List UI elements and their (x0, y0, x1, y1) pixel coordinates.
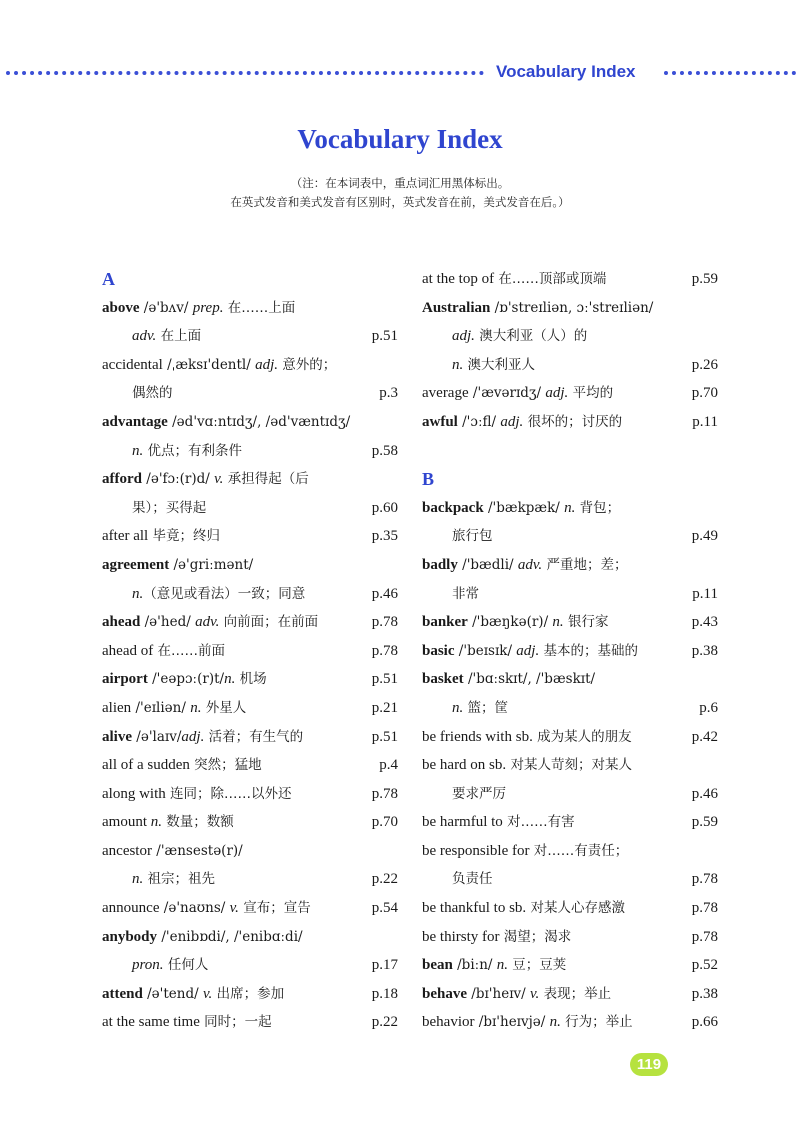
entry-text (102, 894, 311, 923)
page-ref: p.18 (371, 985, 398, 1002)
spacer-row (422, 437, 718, 466)
part-of-speech: pron. (132, 957, 164, 974)
index-entry (102, 723, 398, 752)
headword: Australian (422, 299, 491, 316)
phonetic: /ə'bʌv/ (139, 299, 193, 316)
index-entry (422, 1008, 718, 1037)
phonetic: /ɒ'streɪliən, ɔː'streɪliən/ (490, 299, 654, 316)
entry-text (102, 351, 336, 380)
definition: 宣布；宣告 (238, 900, 311, 917)
headword: basic (422, 642, 455, 659)
entry-text (422, 608, 608, 637)
headword: above (102, 299, 140, 316)
phonetic: /ˌæksɪ'dentl/ (162, 356, 256, 373)
definition: 毕竟；终归 (148, 528, 221, 545)
part-of-speech: adj. (545, 385, 569, 402)
part-of-speech: n. (452, 699, 464, 716)
entry-text (132, 951, 208, 980)
phonetic: /biːn/ (452, 957, 497, 974)
index-entry (102, 665, 398, 694)
page-ref: p.78 (371, 785, 398, 802)
headword: ahead (102, 614, 141, 631)
index-entry (422, 294, 718, 323)
headword: average (422, 385, 469, 402)
entry-text (132, 379, 173, 408)
phonetic: /ə'griːmənt/ (169, 556, 254, 573)
dotted-rule-left (6, 71, 484, 75)
phonetic: /'bækpæk/ (483, 499, 565, 516)
index-entry (422, 265, 718, 294)
headword: backpack (422, 499, 484, 516)
definition: 对某人苛刻；对某人 (506, 757, 632, 774)
headword: advantage (102, 413, 168, 430)
part-of-speech: n. (452, 356, 464, 373)
entry-text (422, 408, 622, 437)
headword: behavior (422, 1014, 475, 1031)
page-ref: p.22 (371, 871, 398, 888)
index-entry (102, 780, 398, 809)
entry-text (132, 437, 242, 466)
entry-text (102, 980, 284, 1009)
index-entry (422, 980, 718, 1009)
entry-text (452, 322, 587, 351)
definition: 机场 (235, 671, 267, 688)
part-of-speech: adj. (516, 642, 540, 659)
headword: banker (422, 614, 468, 631)
entry-text (102, 837, 243, 866)
entry-text (102, 408, 350, 437)
headword: basket (422, 671, 464, 688)
definition: 果）；买得起 (132, 499, 207, 516)
definition: 任何人 (163, 957, 209, 974)
entry-text (132, 322, 201, 351)
phonetic: /'beɪsɪk/ (454, 642, 517, 659)
definition: 表现；举止 (539, 985, 612, 1002)
index-entry (102, 408, 398, 437)
entry-continuation (422, 580, 718, 609)
index-entry (102, 694, 398, 723)
page-ref: p.70 (371, 814, 398, 831)
definition: 旅行包 (452, 528, 493, 545)
part-of-speech: v. (529, 985, 540, 1002)
index-entry (102, 351, 398, 380)
headword: announce (102, 900, 160, 917)
definition: 数量；数额 (162, 814, 234, 831)
part-of-speech: n. (549, 1014, 561, 1031)
page-ref: p.46 (371, 585, 398, 602)
headword: attend (102, 985, 143, 1002)
index-entry (102, 1008, 398, 1037)
entry-text (422, 265, 606, 294)
definition: 非常 (452, 585, 479, 602)
headword: at the same time (102, 1014, 200, 1031)
definition: 对……有责任； (529, 842, 629, 859)
entry-text (102, 723, 303, 752)
entry-text (452, 522, 493, 551)
page-ref: p.21 (371, 699, 398, 716)
phonetic: /'eəpɔː(r)t/ (147, 671, 225, 688)
page-ref: p.38 (691, 642, 718, 659)
page-ref: p.3 (379, 385, 398, 402)
headword: badly (422, 556, 458, 573)
index-entry (102, 608, 398, 637)
entry-text (102, 608, 318, 637)
index-entry (422, 751, 718, 780)
page-title: Vocabulary Index (297, 124, 503, 154)
definition: 在……前面 (153, 642, 226, 659)
index-entry (102, 637, 398, 666)
definition: 承担得起（后 (223, 471, 309, 488)
phonetic: /'eɪliən/ (131, 699, 191, 716)
entry-text (132, 865, 215, 894)
entry-continuation (422, 351, 718, 380)
index-entry (422, 923, 718, 952)
part-of-speech: n. (552, 614, 564, 631)
definition: 出席；参加 (212, 985, 285, 1002)
part-of-speech: adj. (452, 328, 475, 345)
definition: 豆；豆荚 (507, 957, 567, 974)
entry-text (102, 637, 225, 666)
phonetic: /ə'naʊns/ (159, 900, 230, 917)
page-ref: p.78 (691, 900, 718, 917)
page-ref: p.17 (371, 957, 398, 974)
headword: bean (422, 957, 453, 974)
headword: amount (102, 814, 147, 831)
index-entry (422, 379, 718, 408)
section-letter: A (102, 269, 115, 289)
index-entry (422, 665, 718, 694)
part-of-speech: n. (190, 699, 202, 716)
phonetic: /'bædli/ (457, 556, 518, 573)
phonetic: /'ævərɪdʒ/ (468, 385, 546, 402)
index-entry (102, 923, 398, 952)
index-entry (102, 465, 398, 494)
page-ref: p.43 (691, 614, 718, 631)
entry-text (102, 751, 262, 780)
phonetic: /'bɑːskɪt/, /'bæskɪt/ (463, 671, 596, 688)
index-note-line-1: （注：在本词表中，重点词汇用黑体标出。 (290, 176, 510, 190)
index-entry (422, 837, 718, 866)
index-entry (102, 894, 398, 923)
phonetic: /ə'laɪv/ (132, 728, 182, 745)
entry-text (102, 808, 234, 837)
page-ref: p.11 (692, 413, 718, 430)
page-ref: p.51 (371, 671, 398, 688)
definition: 渴望；渴求 (499, 928, 572, 945)
entry-text (102, 923, 303, 952)
definition: 向前面；在前面 (219, 614, 319, 631)
definition: 对……有害 (502, 814, 575, 831)
phonetic: /'ænsestə(r)/ (151, 842, 243, 859)
page-ref: p.11 (692, 585, 718, 602)
definition: 平均的 (568, 385, 614, 402)
definition: 澳大利亚（人）的 (474, 328, 588, 345)
page-number-badge: 119 (630, 1053, 668, 1076)
page-ref: p.35 (371, 528, 398, 545)
entry-text (102, 522, 220, 551)
headword: afford (102, 471, 142, 488)
page-ref: p.26 (691, 356, 718, 373)
section-letter: B (422, 469, 435, 490)
page-ref: p.59 (691, 814, 718, 831)
entry-text (132, 580, 305, 609)
phonetic: /'enibɒdi/, /'enibɑːdi/ (157, 928, 303, 945)
phonetic: /bɪ'heɪv/ (467, 985, 530, 1002)
entry-continuation (422, 322, 718, 351)
entry-text (422, 1008, 633, 1037)
page-ref: p.54 (371, 900, 398, 917)
headword: along with (102, 785, 166, 802)
index-entry (422, 608, 718, 637)
phonetic: /'ɔːfl/ (457, 413, 501, 430)
index-entry (102, 751, 398, 780)
index-entry (102, 837, 398, 866)
index-column-right (422, 265, 718, 1037)
definition: 篮；筐 (463, 699, 509, 716)
index-note-line-2: 在英式发音和美式发音有区别时，英式发音在前，美式发音在后。） (230, 195, 570, 209)
definition: 优点；有利条件 (143, 442, 243, 459)
entry-text (102, 1008, 272, 1037)
phonetic: /ə'tend/ (142, 985, 203, 1002)
part-of-speech: adv. (132, 328, 157, 345)
entry-text (102, 551, 253, 580)
entry-continuation (102, 322, 398, 351)
entry-continuation (422, 780, 718, 809)
definition: 意外的； (278, 356, 337, 373)
definition: 活着；有生气的 (204, 728, 304, 745)
entry-text (452, 865, 493, 894)
entry-text (422, 808, 575, 837)
entry-text (452, 780, 506, 809)
part-of-speech: adv. (195, 614, 220, 631)
headword: agreement (102, 556, 170, 573)
part-of-speech: n. (132, 442, 144, 459)
entry-text (422, 637, 638, 666)
page-ref: p.70 (691, 385, 718, 402)
entry-continuation (422, 694, 718, 723)
index-entry (422, 894, 718, 923)
headword: airport (102, 671, 148, 688)
definition: 澳大利亚人 (463, 356, 536, 373)
entry-continuation (102, 865, 398, 894)
part-of-speech: adj. (255, 356, 279, 373)
entry-text (422, 951, 566, 980)
page-ref: p.49 (691, 528, 718, 545)
part-of-speech: n. (564, 499, 576, 516)
entry-continuation (102, 951, 398, 980)
headword: be thankful to sb. (422, 900, 527, 917)
index-entry (422, 723, 718, 752)
part-of-speech: adj. (181, 728, 205, 745)
page-ref: p.38 (691, 985, 718, 1002)
entry-text (102, 780, 292, 809)
index-column-left (102, 265, 398, 1037)
definition: 同时；一起 (199, 1014, 272, 1031)
entry-continuation (102, 437, 398, 466)
phonetic: /bɪ'heɪvjə/ (474, 1014, 550, 1031)
page-ref: p.51 (371, 328, 398, 345)
page-ref: p.4 (379, 757, 398, 774)
headword: ancestor (102, 842, 152, 859)
page-ref: p.46 (691, 785, 718, 802)
definition: 行为；举止 (560, 1014, 633, 1031)
page-ref: p.78 (691, 928, 718, 945)
definition: 偶然的 (132, 385, 173, 402)
index-entry (422, 808, 718, 837)
part-of-speech: adv. (517, 556, 543, 573)
entry-text (422, 751, 632, 780)
part-of-speech: v. (229, 900, 239, 917)
headword: behave (422, 985, 467, 1002)
headword: anybody (102, 928, 158, 945)
page-ref: p.42 (691, 728, 718, 745)
entry-text (452, 580, 479, 609)
dotted-rule-right (664, 71, 796, 75)
part-of-speech: n. (496, 957, 508, 974)
page-ref: p.78 (691, 871, 718, 888)
entry-text (452, 351, 535, 380)
page-ref: p.60 (371, 499, 398, 516)
running-head-title: Vocabulary Index (496, 62, 636, 81)
index-entry (102, 522, 398, 551)
definition: 连同；除……以外还 (165, 785, 292, 802)
entry-text (422, 723, 632, 752)
part-of-speech: adj. (500, 413, 524, 430)
entry-text (102, 465, 309, 494)
definition: 背包； (575, 499, 621, 516)
definition: （意见或看法）一致；同意 (143, 585, 306, 602)
entry-text (452, 694, 508, 723)
part-of-speech: n. (224, 671, 236, 688)
definition: 对某人心存感激 (526, 900, 625, 917)
page-ref: p.66 (691, 1014, 718, 1031)
entry-text (102, 665, 267, 694)
entry-text (422, 379, 613, 408)
running-header (0, 60, 800, 84)
entry-continuation (422, 522, 718, 551)
headword: all of a sudden (102, 757, 190, 774)
entry-text (422, 894, 625, 923)
definition: 严重地；差； (542, 556, 628, 573)
entry-text (422, 837, 628, 866)
entry-continuation (102, 580, 398, 609)
index-entry (102, 294, 398, 323)
definition: 银行家 (563, 614, 609, 631)
definition: 祖宗；祖先 (143, 871, 216, 888)
headword: after all (102, 528, 149, 545)
headword: alien (102, 699, 132, 716)
definition: 要求严厉 (452, 785, 506, 802)
part-of-speech: v. (214, 471, 224, 488)
page-ref: p.58 (371, 442, 398, 459)
definition: 基本的；基础的 (539, 642, 638, 659)
entry-text (422, 923, 571, 952)
definition: 负责任 (452, 871, 493, 888)
phonetic: /ə'hed/ (140, 614, 196, 631)
part-of-speech: n. (147, 814, 162, 831)
entry-text (422, 665, 595, 694)
page-ref: p.22 (371, 1014, 398, 1031)
phonetic: /'bæŋkə(r)/ (467, 614, 553, 631)
entry-text (102, 294, 295, 323)
entry-text (422, 494, 620, 523)
phonetic: /əd'vɑːntɪdʒ/, /əd'væntɪdʒ/ (167, 413, 351, 430)
headword: be hard on sb. (422, 757, 507, 774)
definition: 外星人 (201, 699, 247, 716)
headword: be friends with sb. (422, 728, 533, 745)
index-entry (422, 637, 718, 666)
index-entry (422, 551, 718, 580)
page-ref: p.51 (371, 728, 398, 745)
entry-text (422, 980, 611, 1009)
definition: 在上面 (156, 328, 202, 345)
page-ref: p.78 (371, 642, 398, 659)
headword: at the top of (422, 271, 495, 287)
headword: accidental (102, 356, 163, 373)
page-ref: p.78 (371, 614, 398, 631)
entry-continuation (102, 494, 398, 523)
phonetic: /ə'fɔː(r)d/ (142, 471, 215, 488)
definition: 成为某人的朋友 (532, 728, 632, 745)
index-entry (422, 494, 718, 523)
index-entry (422, 408, 718, 437)
entry-text (422, 294, 653, 323)
headword: be responsible for (422, 842, 530, 859)
page-ref: p.59 (691, 271, 718, 287)
entry-continuation (422, 865, 718, 894)
definition: 很坏的；讨厌的 (523, 413, 623, 430)
index-entry (102, 551, 398, 580)
index-entry (102, 808, 398, 837)
page-ref: p.6 (699, 699, 718, 716)
index-entry (422, 951, 718, 980)
part-of-speech: n. (132, 585, 144, 602)
part-of-speech: v. (202, 985, 213, 1002)
part-of-speech: n. (132, 871, 144, 888)
headword: ahead of (102, 642, 154, 659)
headword: be thirsty for (422, 928, 500, 945)
entry-text (102, 694, 246, 723)
page-ref: p.52 (691, 957, 718, 974)
headword: be harmful to (422, 814, 503, 831)
index-entry (102, 980, 398, 1009)
definition: 突然；猛地 (189, 757, 262, 774)
entry-text (422, 551, 627, 580)
part-of-speech: prep. (192, 299, 224, 316)
entry-text (132, 494, 206, 523)
definition: 在……上面 (223, 299, 296, 316)
headword: alive (102, 728, 132, 745)
entry-continuation (102, 379, 398, 408)
definition: 在……顶部或顶端 (494, 271, 607, 287)
headword: awful (422, 413, 458, 430)
